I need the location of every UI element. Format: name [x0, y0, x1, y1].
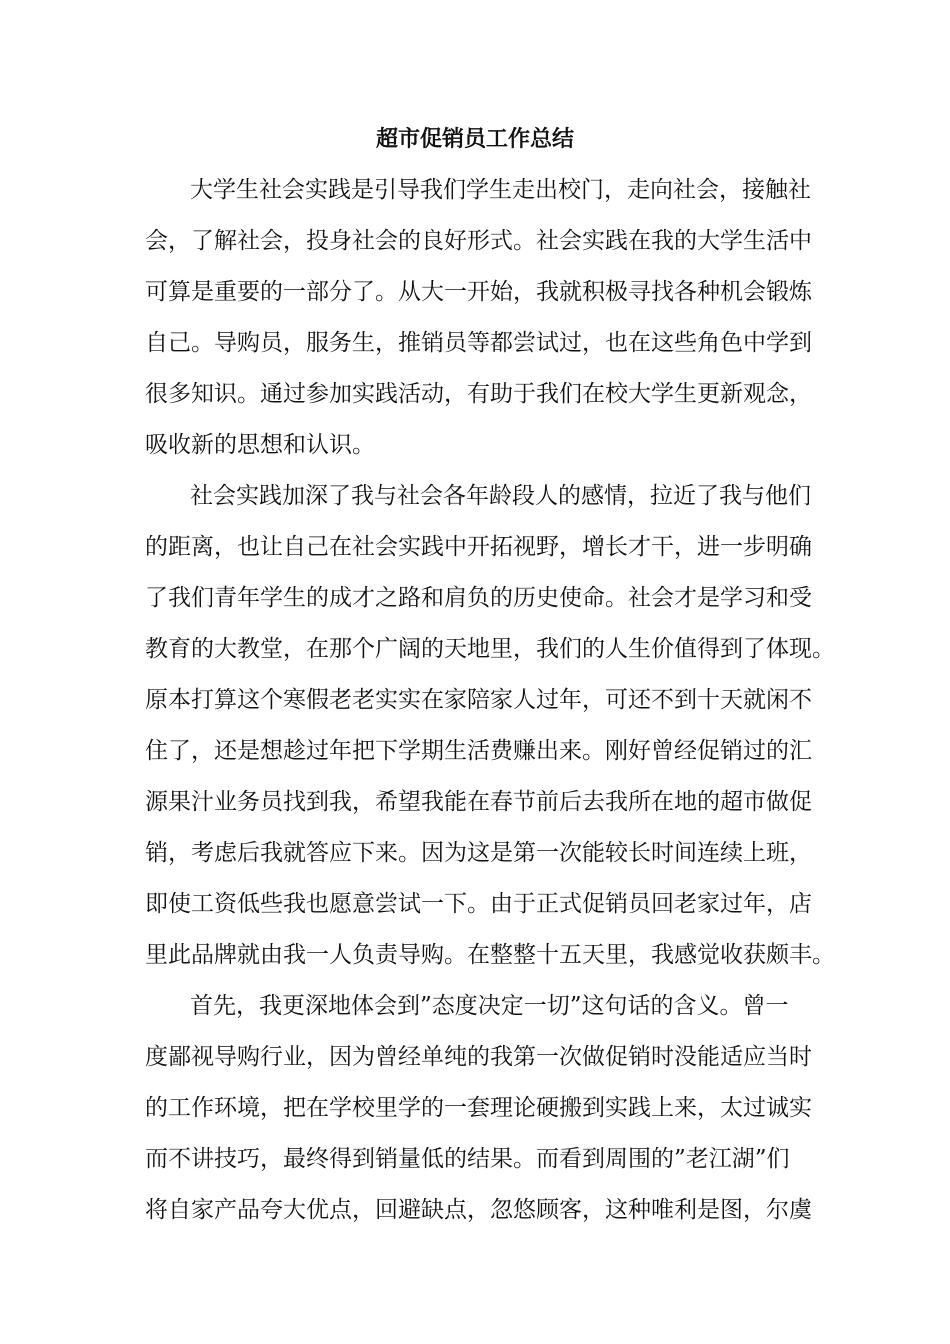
text-line: 了我们青年学生的成才之路和肩负的历史使命。社会才是学习和受 — [145, 585, 812, 611]
text-line: 里此品牌就由我一人负责导购。在整整十五天里，我感觉收获颇丰。 — [145, 942, 835, 968]
text-line: 销，考虑后我就答应下来。因为这是第一次能较长时间连续上班， — [145, 840, 812, 866]
text-line: 会，了解社会，投身社会的良好形式。社会实践在我的大学生活中 — [145, 228, 812, 254]
text-line: 源果汁业务员找到我，希望我能在春节前后去我所在地的超市做促 — [145, 789, 812, 815]
text-line: 教育的大教堂，在那个广阔的天地里，我们的人生价值得到了体现。 — [145, 636, 835, 662]
text-line: 自己。导购员，服务生，推销员等都尝试过，也在这些角色中学到 — [145, 330, 812, 356]
document-title: 超市促销员工作总结 — [375, 126, 574, 152]
text-line: 很多知识。通过参加实践活动，有助于我们在校大学生更新观念， — [145, 381, 812, 407]
text-line: 首先，我更深地体会到”态度决定一切”这句话的含义。曾一 — [190, 993, 789, 1019]
text-line: 社会实践加深了我与社会各年龄段人的感情，拉近了我与他们 — [190, 483, 811, 509]
text-line: 可算是重要的一部分了。从大一开始，我就积极寻找各种机会锻炼 — [145, 279, 812, 305]
text-line: 大学生社会实践是引导我们学生走出校门，走向社会，接触社 — [190, 177, 811, 203]
text-line: 度鄙视导购行业，因为曾经单纯的我第一次做促销时没能适应当时 — [145, 1044, 812, 1070]
text-line: 的距离，也让自己在社会实践中开拓视野，增长才干，进一步明确 — [145, 534, 812, 560]
text-line: 而不讲技巧，最终得到销量低的结果。而看到周围的”老江湖”们 — [145, 1146, 790, 1172]
text-line: 原本打算这个寒假老老实实在家陪家人过年，可还不到十天就闲不 — [145, 687, 812, 713]
text-line: 吸收新的思想和认识。 — [145, 432, 375, 458]
text-line: 的工作环境，把在学校里学的一套理论硬搬到实践上来，太过诚实 — [145, 1095, 812, 1121]
text-line: 将自家产品夸大优点，回避缺点，忽悠顾客，这种唯利是图，尔虞 — [145, 1197, 812, 1223]
text-line: 住了，还是想趁过年把下学期生活费赚出来。刚好曾经促销过的汇 — [145, 738, 812, 764]
text-line: 即使工资低些我也愿意尝试一下。由于正式促销员回老家过年，店 — [145, 891, 812, 917]
